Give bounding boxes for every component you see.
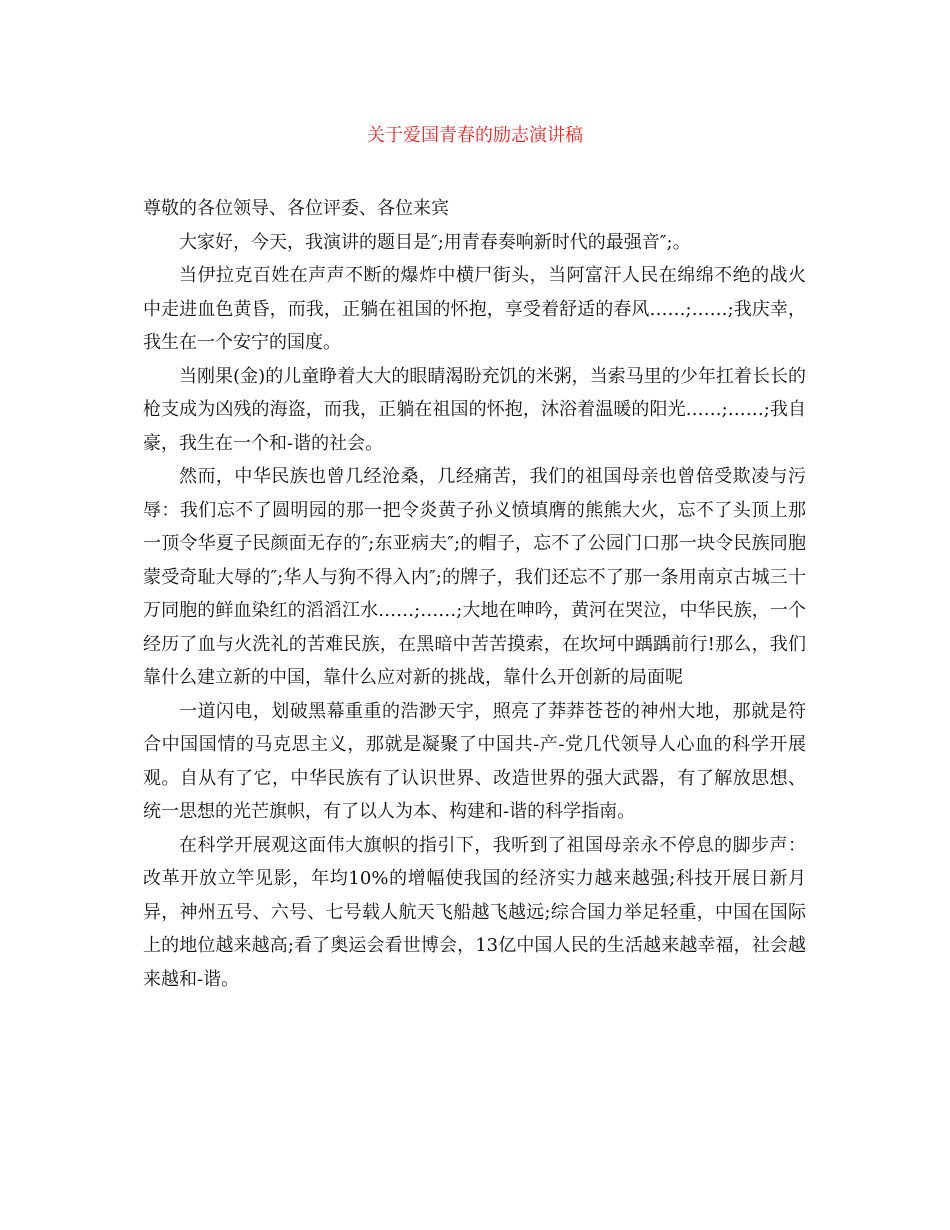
paragraph-congo-somalia: 当刚果(金)的儿童睁着大大的眼睛渴盼充饥的米粥，当索马里的少年扛着长长的枪支成为凶残的海盗，而我，正躺在祖国的怀抱，沐浴着温暖的阳光……;……;我自豪，我生在一个和-谐的社会。: [143, 365, 806, 454]
paragraph-development: 在科学开展观这面伟大旗帜的指引下，我听到了祖国母亲永不停息的脚步声：改革开放立竿见影，年均10%的增幅使我国的经济实力越来越强;科技开展日新月异，神州五号、六号、七号载人航天飞船越飞越远;综合国力举足轻重，中国在国际上的地位越来越高;看了奥运会看世博会，13亿中国人民的生活越来越幸福，社会越来越和-谐。: [143, 834, 806, 990]
salutation: 尊敬的各位领导、各位评委、各位来宾: [143, 198, 449, 219]
paragraph-iraq-afghanistan: 当伊拉克百姓在声声不断的爆炸中横尸街头，当阿富汗人民在绵绵不绝的战火中走进血色黄昏，而我，正躺在祖国的怀抱，享受着舒适的春风……;……;我庆幸，我生在一个安宁的国度。: [143, 265, 806, 353]
paragraph-lightning: 一道闪电，划破黑幕重重的浩渺天宇，照亮了莽莽苍苍的神州大地，那就是符合中国国情的马克思主义，那就是凝聚了中国共-产-党几代领导人心血的科学开展观。自从有了它，中华民族有了认识世界、改造世界的强大武器，有了解放思想、统一思想的光芒旗帜，有了以人为本、构建和-谐的科学指南。: [143, 700, 806, 822]
document-body: [143, 192, 806, 996]
document-title: 关于爱国青春的励志演讲稿: [367, 125, 583, 146]
paragraph-greeting: 大家好，今天，我演讲的题目是″;用青春奏响新时代的最强音″;。: [179, 231, 691, 253]
paragraph-history: 然而，中华民族也曾几经沧桑，几经痛苦，我们的祖国母亲也曾倍受欺凌与污辱：我们忘不了圆明园的那一把令炎黄子孙义愤填膺的熊熊大火，忘不了头顶上那一顶令华夏子民颜面无存的″;东亚病夫″;的帽子，忘不了公园门口那一块令民族同胞蒙受奇耻大辱的″;华人与狗不得入内″;的牌子，我们还忘不了那一条用南京古城三十万同胞的鲜血染红的滔滔江水……;……;大地在呻吟，黄河在哭泣，中华民族，一个经历了血与火洗礼的苦难民族，在黑暗中苦苦摸索，在坎坷中踽踽前行!那么，我们靠什么建立新的中国，靠什么应对新的挑战，靠什么开创新的局面呢: [143, 466, 806, 688]
